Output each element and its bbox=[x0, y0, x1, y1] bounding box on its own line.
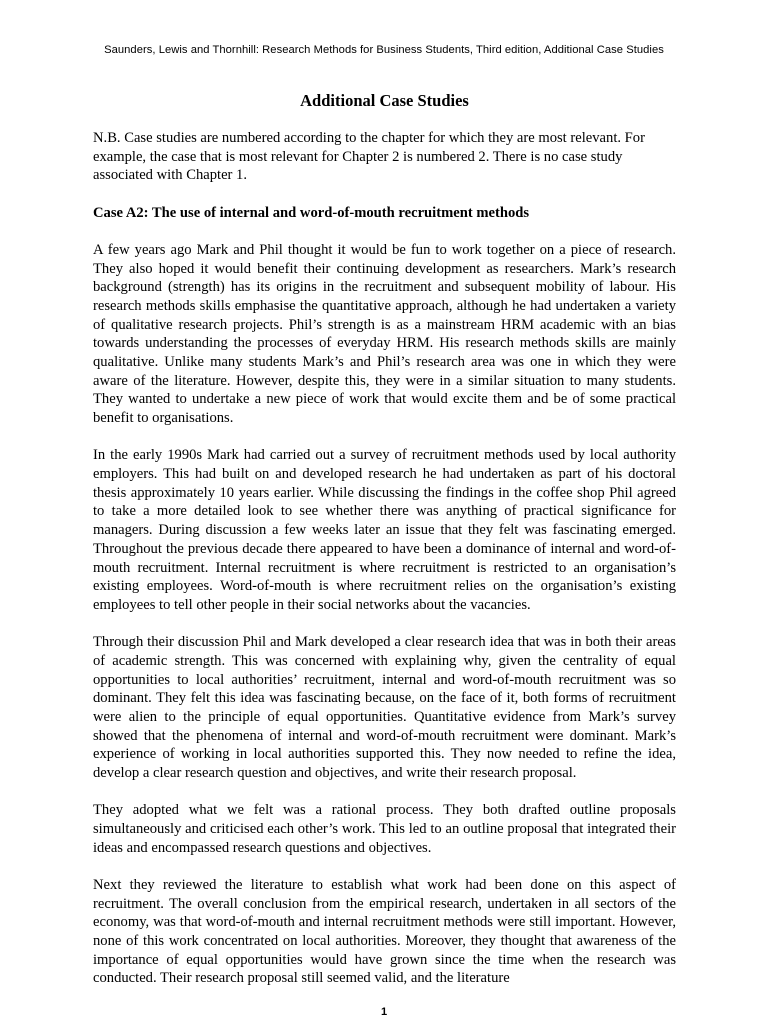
document-title: Additional Case Studies bbox=[300, 91, 469, 110]
body-paragraph: A few years ago Mark and Phil thought it would be fun to work together on a piece of research. They also hoped it would benefit their continuing development as researchers. Mark’s research background (strength) has its origins in the recruitment and subsequent mobility of labour. His research methods skills emphasise the quantitative approach, although he had undertaken a variety of qualitative research projects. Phil’s strength is as a mainstream HRM academic with an bias towards understanding the processes of everyday HRM. His research methods skills are mainly qualitative. Unlike many students Mark’s and Phil’s research area was one in which they were aware of the literature. However, despite this, they were in a similar situation to many students. They wanted to undertake a new piece of work that would excite them and be of some practical benefit to organisations. bbox=[93, 241, 676, 427]
running-header: Saunders, Lewis and Thornhill: Research Methods for Business Students, Third edition, Additional Case Studies bbox=[104, 44, 664, 56]
case-heading: Case A2: The use of internal and word-of-mouth recruitment methods bbox=[93, 204, 530, 221]
body-paragraph: Through their discussion Phil and Mark developed a clear research idea that was in both their areas of academic strength. This was concerned with explaining why, given the centrality of equal opportunities to local authorities’ recruitment, internal and word-of-mouth recruitment was so dominant. They felt this idea was fascinating because, on the face of it, both forms of recruitment were alien to the principle of equal opportunities. Quantitative evidence from Mark’s survey showed that the phenomena of internal and word-of-mouth recruitment were dominant. Mark’s experience of working in local authorities supported this. They now needed to refine the idea, develop a clear research question and objectives, and write their research proposal. bbox=[93, 634, 676, 782]
body-paragraph: In the early 1990s Mark had carried out a survey of recruitment methods used by local authority employers. This had built on and developed research he had undertaken as part of his doctoral thesis approximately 10 years earlier. While discussing the findings in the coffee shop Phil agreed to take a more detailed look to see whether there was anything of practical significance for managers. During discussion a few weeks later an issue that they felt was fascinating emerged. Throughout the previous decade there appeared to have been a dominance of internal and word-of-mouth recruitment. Internal recruitment is where recruitment is restricted to an organisation’s existing employees. Word-of-mouth is where recruitment relies on the organisation’s existing employees to tell other people in their social networks about the vacancies. bbox=[93, 447, 676, 613]
page-number: 1 bbox=[380, 1006, 388, 1018]
document-body bbox=[93, 90, 676, 1007]
numbering-note: N.B. Case studies are numbered according to the chapter for which they are most relevant. For example, the case that is most relevant for Chapter 2 is numbered 2. There is no case study associated with Chapter 1. bbox=[93, 130, 645, 184]
body-paragraph: They adopted what we felt was a rational process. They both drafted outline proposals simultaneously and criticised each other’s work. This led to an outline proposal that integrated their ideas and encompassed research questions and objectives. bbox=[93, 802, 676, 856]
body-paragraph: Next they reviewed the literature to establish what work had been done on this aspect of recruitment. The overall conclusion from the empirical research, undertaken in all sectors of the economy, was that word-of-mouth and internal recruitment methods were still important. However, none of this work concentrated on local authorities. Moreover, they thought that awareness of the importance of equal opportunities would have grown since the time when the research was conducted. Their research proposal still seemed valid, and the literature bbox=[93, 876, 676, 987]
